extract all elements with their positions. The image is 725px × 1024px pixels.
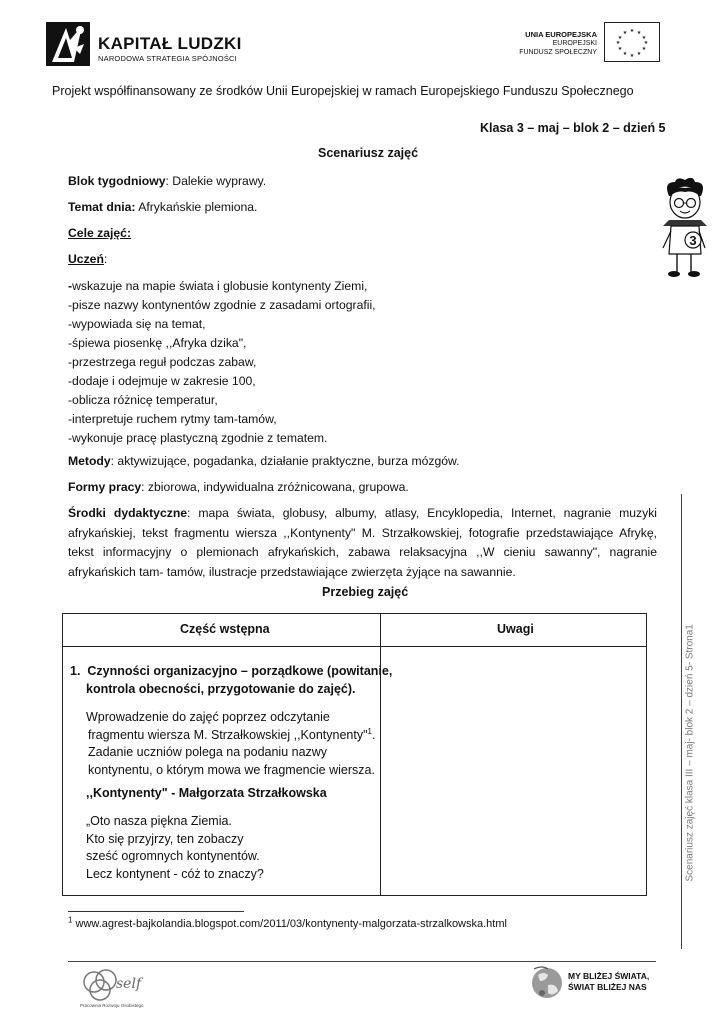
table-header-intro: Część wstępna — [180, 622, 270, 636]
table-row — [70, 662, 392, 698]
footnote-ref[interactable]: 1 — [367, 726, 372, 736]
list-item: -interpretuje ruchem rytmy tam-tamów, — [68, 412, 277, 426]
methods-label: Metody — [68, 454, 111, 468]
svg-text:★: ★ — [636, 51, 642, 57]
methods-value: : aktywizujące, pogadanka, działanie praktyczne, burza mózgów. — [110, 454, 460, 468]
table-header-notes: Uwagi — [497, 622, 534, 636]
mascot-icon — [655, 176, 713, 280]
eu-line-2: EUROPEJSKI — [552, 40, 597, 47]
svg-text:★: ★ — [629, 53, 635, 59]
svg-text:★: ★ — [636, 30, 642, 36]
poem-line: sześć ogromnych kontynentów. — [86, 849, 260, 863]
list-item: -wypowiada się na temat, — [68, 317, 206, 331]
teaching-aids-label: Środki dydaktyczne — [68, 506, 188, 520]
teaching-aids — [68, 504, 657, 582]
lesson-flow-heading: Przebieg zajęć — [322, 585, 409, 599]
day-topic-value: Afrykańskie plemiona. — [135, 200, 258, 214]
footnote-number: 1 — [68, 915, 73, 925]
slogan-line-2: ŚWIAT BLIŻEJ NAS — [568, 982, 647, 992]
item-number: 1. — [70, 664, 81, 678]
student-label: Uczeń — [68, 252, 104, 266]
day-topic — [68, 198, 257, 217]
goals-heading: Cele zajęć: — [68, 226, 132, 240]
item-line-1: Czynności organizacyjno – porządkowe (powitanie, — [87, 664, 393, 678]
methods — [68, 452, 460, 471]
list-item: -wskazuje na mapie świata i globusie kontynenty Ziemi, — [68, 279, 368, 293]
svg-text:★: ★ — [643, 40, 649, 46]
svg-text:★: ★ — [615, 40, 621, 46]
goals-list — [68, 277, 376, 448]
self-caption: Pracownia Rozwoju Osobistego — [80, 1003, 144, 1008]
teaching-aids-value: : mapa świata, globusy, albumy, atlasy, Encyklopedia, Internet, nagranie muzyki afrykańskiej, tekst fragmentu wiersza ,,Kontynenty" M. Strzałkowskiej, fotografie przedstawiające Afrykę, tekst informacyjny o plemionach afrykańskich, zabawa relaksacyjna ,,W cieniu sawanny", nagranie afrykańskich tam- tamów, ilustracje przedstawiające zwierzęta żyjące na sawannie. — [68, 506, 657, 579]
day-topic-label: Temat dnia: — [68, 200, 136, 214]
self-logo-text: self — [116, 976, 142, 992]
slogan-line-1: MY BLIŻEJ ŚWIATA, — [568, 971, 650, 981]
footnote — [68, 915, 507, 930]
svg-text:★: ★ — [617, 46, 623, 52]
project-cofinancing-line: Projekt współfinansowany ze środków Unii Europejskiej w ramach Europejskiego Funduszu Społecznego — [52, 84, 634, 98]
side-divider — [681, 494, 682, 949]
eu-line-3: FUNDUSZ SPOŁECZNY — [519, 49, 597, 56]
side-page-label: Scenariusz zajęć klasa III – maj- blok 2 – dzień 5- Strona1 — [684, 624, 696, 882]
page-title: Scenariusz zajęć — [318, 146, 419, 160]
svg-text:★: ★ — [622, 30, 628, 36]
work-forms-label: Formy pracy — [68, 480, 142, 494]
footnote-divider — [68, 911, 244, 912]
list-item: -przestrzega reguł podczas zabaw, — [68, 355, 257, 369]
logo-subtitle: NARODOWA STRATEGIA SPÓJNOŚCI — [98, 54, 237, 63]
eu-label — [505, 30, 597, 57]
list-item: -śpiewa piosenkę ,,Afryka dzika", — [68, 336, 247, 350]
table-header-divider — [62, 646, 647, 647]
weekly-block — [68, 172, 266, 191]
work-forms-value: : zbiorowa, indywidualna zróżnicowana, grupowa. — [141, 480, 409, 494]
table-column-divider — [380, 613, 381, 896]
list-item: -pisze nazwy kontynentów zgodnie z zasadami ortografii, — [68, 298, 376, 312]
list-item: -wykonuje pracę plastyczną zgodnie z tematem. — [68, 431, 328, 445]
poem-line: Kto się przyjrzy, ten zobaczy — [86, 831, 244, 846]
svg-text:★: ★ — [641, 46, 647, 52]
eu-line-1: UNIA EUROPEJSKA — [525, 30, 597, 39]
slogan — [568, 971, 649, 993]
goal-dash: - — [68, 279, 73, 293]
svg-text:★: ★ — [641, 35, 647, 41]
svg-text:★: ★ — [617, 35, 623, 41]
poem — [86, 813, 264, 883]
student-heading — [68, 250, 107, 269]
kapital-ludzki-logo-icon — [44, 18, 94, 70]
poem-line: Lecz kontynent - cóż to znaczy? — [86, 866, 264, 881]
student-colon: : — [103, 252, 108, 266]
introduction-text: Wprowadzenie do zajęć poprzez odczytanie fragmentu wiersza M. Strzałkowskiej ,,Kontynenty"$^1$. Zadanie uczniów polega na podaniu nazwy kontynentu, o którym mowa we fragmencie wiersza. — [86, 710, 376, 777]
poem-line: „Oto nasza piękna Ziemia. — [86, 814, 232, 828]
footnote-url[interactable]: www.agrest-bajkolandia.blogspot.com/2011/03/kontynenty-malgorzata-strzalkowska.html — [72, 918, 507, 930]
work-forms — [68, 478, 409, 497]
svg-text:★: ★ — [622, 51, 628, 57]
globe-icon — [530, 963, 564, 1003]
weekly-block-value: : Dalekie wyprawy. — [165, 174, 267, 188]
list-item: -dodaje i odejmuje w zakresie 100, — [68, 374, 256, 388]
poem-title: ,,Kontynenty" - Małgorzata Strzałkowska — [86, 786, 327, 800]
item-line-2: kontrola obecności, przygotowanie do zajęć). — [86, 682, 356, 696]
svg-text:★: ★ — [629, 28, 635, 34]
logo-title: KAPITAŁ LUDZKI — [98, 34, 242, 53]
list-item: -oblicza różnicę temperatur, — [68, 393, 218, 407]
class-info: Klasa 3 – maj – blok 2 – dzień 5 — [480, 121, 666, 135]
weekly-block-label: Blok tygodniowy — [68, 174, 166, 188]
eu-flag-icon — [604, 22, 660, 62]
footer-divider — [68, 961, 656, 962]
mascot-badge: 3 — [689, 233, 697, 248]
